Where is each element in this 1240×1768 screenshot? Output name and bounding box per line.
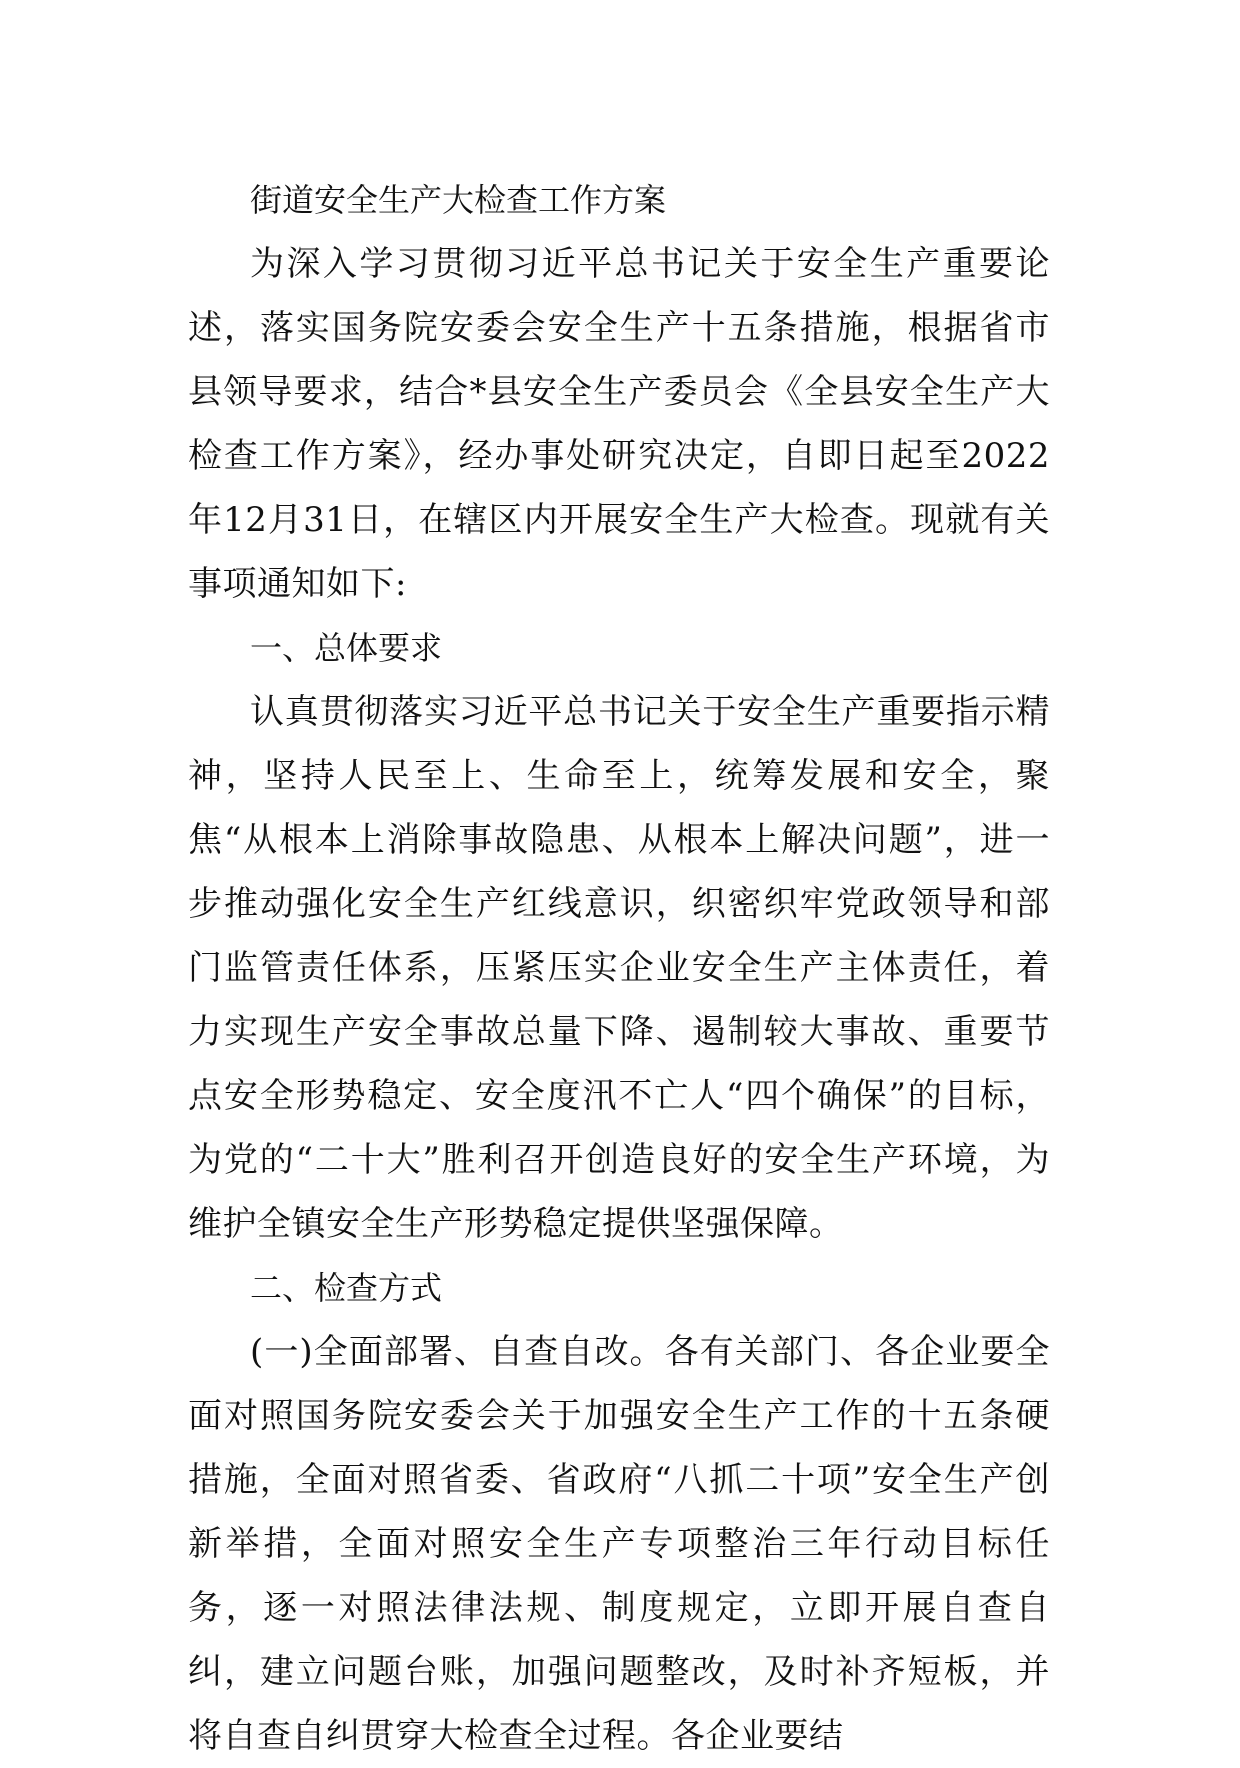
section-paragraph-overall-requirements: 认真贯彻落实习近平总书记关于安全生产重要指示精神，坚持人民至上、生命至上，统筹发展和安全，聚焦“从根本上消除事故隐患、从根本上解决问题”，进一步推动强化安全生产红线意识，织密织牢党政领导和部门监管责任体系，压紧压实企业安全生产主体责任，着力实现生产安全事故总量下降、遏制较大事故、重要节点安全形势稳定、安全度汛不亡人“四个确保”的目标，为党的“二十大”胜利召开创造良好的安全生产环境，为维护全镇安全生产形势稳定提供坚强保障。	[188, 692, 1050, 1244]
section-heading-overall-requirements: 一、总体要求	[250, 629, 443, 667]
intro-paragraph: 为深入学习贯彻习近平总书记关于安全生产重要论述，落实国务院安委会安全生产十五条措施，根据省市县领导要求，结合*县安全生产委员会《全县安全生产大检查工作方案》，经办事处研究决定，自即日起至2022年12月31日，在辖区内开展安全生产大检查。现就有关事项通知如下:	[188, 244, 1050, 604]
document-title: 街道安全生产大检查工作方案	[250, 181, 667, 219]
section-paragraph-inspection-method: (一)全面部署、自查自改。各有关部门、各企业要全面对照国务院安委会关于加强安全生产工作的十五条硬措施，全面对照省委、省政府“八抓二十项”安全生产创新举措，全面对照安全生产专项整治三年行动目标任务，逐一对照法律法规、制度规定，立即开展自查自纠，建立问题台账，加强问题整改，及时补齐短板，并将自查自纠贯穿大检查全过程。各企业要结	[188, 1332, 1050, 1756]
document-page	[188, 168, 1050, 1768]
section-heading-inspection-method: 二、检查方式	[250, 1269, 443, 1307]
